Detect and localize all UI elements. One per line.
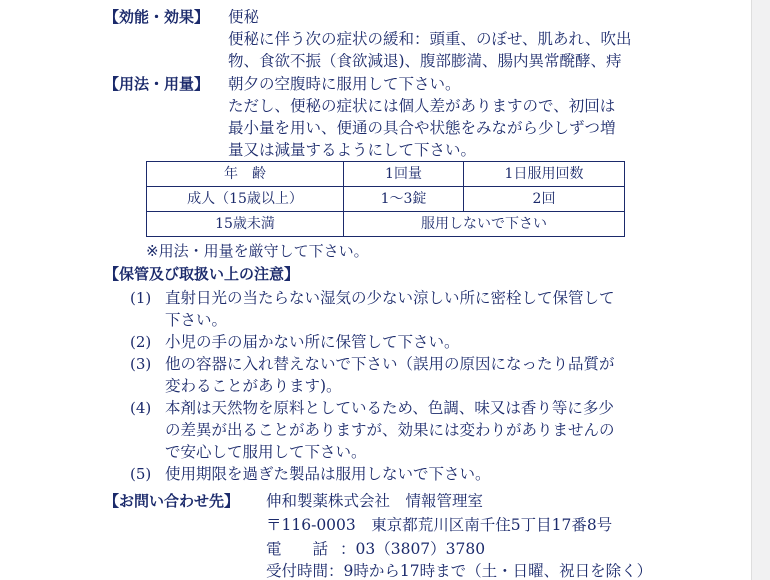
row-adult-times: 2回	[464, 187, 625, 212]
contact-phone-label: 電 話	[266, 540, 329, 558]
dosage-line-1: 朝夕の空腹時に服用して下さい。	[228, 75, 461, 93]
contact-heading: 【お問い合わせ先】	[104, 492, 240, 510]
storage-item-5-number: (5)	[130, 465, 152, 483]
storage-item-1-line-2: 下さい。	[165, 311, 228, 329]
contact-phone-value: ：03（3807）3780	[340, 540, 486, 558]
header-age: 年 齢	[147, 162, 344, 187]
storage-item-4-number: (4)	[130, 399, 152, 417]
table-row	[147, 187, 625, 212]
storage-item-5-line-1: 使用期限を過ぎた製品は服用しないで下さい。	[165, 465, 491, 483]
contact-address: 〒116-0003 東京都荒川区南千住5丁目17番8号	[266, 516, 613, 534]
efficacy-line-3: 物、食欲不振（食欲減退)、腹部膨満、腸内異常醗酵、痔	[228, 52, 622, 70]
dosage-line-4: 量又は減量するようにして下さい。	[228, 141, 477, 159]
contact-hours: 受付時間：9時から17時まで（土・日曜、祝日を除く）	[266, 562, 653, 580]
efficacy-heading: 【効能・効果】	[104, 8, 210, 26]
storage-item-3-line-1: 他の容器に入れ替えないで下さい（誤用の原因になったり品質が	[165, 355, 615, 373]
storage-item-4-line-3: で安心して服用して下さい。	[165, 443, 367, 461]
header-daily-times: 1日服用回数	[464, 162, 625, 187]
row-child-instruction: 服用しないで下さい	[344, 212, 625, 237]
storage-item-3-number: (3)	[130, 355, 152, 373]
table-row	[147, 212, 625, 237]
storage-item-2-number: (2)	[130, 333, 152, 351]
dosage-heading: 【用法・用量】	[104, 75, 210, 93]
storage-item-2-line-1: 小児の手の届かない所に保管して下さい。	[165, 333, 460, 351]
storage-item-1-line-1: 直射日光の当たらない湿気の少ない涼しい所に密栓して保管して	[165, 289, 615, 307]
efficacy-line-2: 便秘に伴う次の症状の緩和：頭重、のぼせ、肌あれ、吹出	[228, 30, 632, 48]
header-single-dose: 1回量	[344, 162, 464, 187]
dosage-line-2: ただし、便秘の症状には個人差がありますので、初回は	[228, 97, 616, 115]
dosage-line-3: 最小量を用い、便通の具合や状態をみながら少しずつ増	[228, 119, 616, 137]
contact-company: 伸和製薬株式会社 情報管理室	[266, 492, 484, 510]
storage-item-3-line-2: 変わることがあります)。	[165, 377, 342, 395]
row-adult-age: 成人（15歳以上）	[147, 187, 344, 212]
storage-item-1-number: (1)	[130, 289, 152, 307]
dosage-table	[146, 161, 625, 237]
table-header-row	[147, 162, 625, 187]
dosage-note: ※用法・用量を厳守して下さい。	[146, 242, 369, 260]
efficacy-line-1: 便秘	[228, 8, 260, 26]
storage-item-4-line-2: の差異が出ることがありますが、効果には変わりがありませんの	[165, 421, 615, 439]
vertical-scrollbar[interactable]	[751, 0, 770, 580]
storage-heading: 【保管及び取扱い上の注意】	[104, 265, 300, 283]
row-adult-dose: 1〜3錠	[344, 187, 464, 212]
storage-item-4-line-1: 本剤は天然物を原料としているため、色調、味又は香り等に多少	[165, 399, 614, 417]
row-child-age: 15歳未満	[147, 212, 344, 237]
